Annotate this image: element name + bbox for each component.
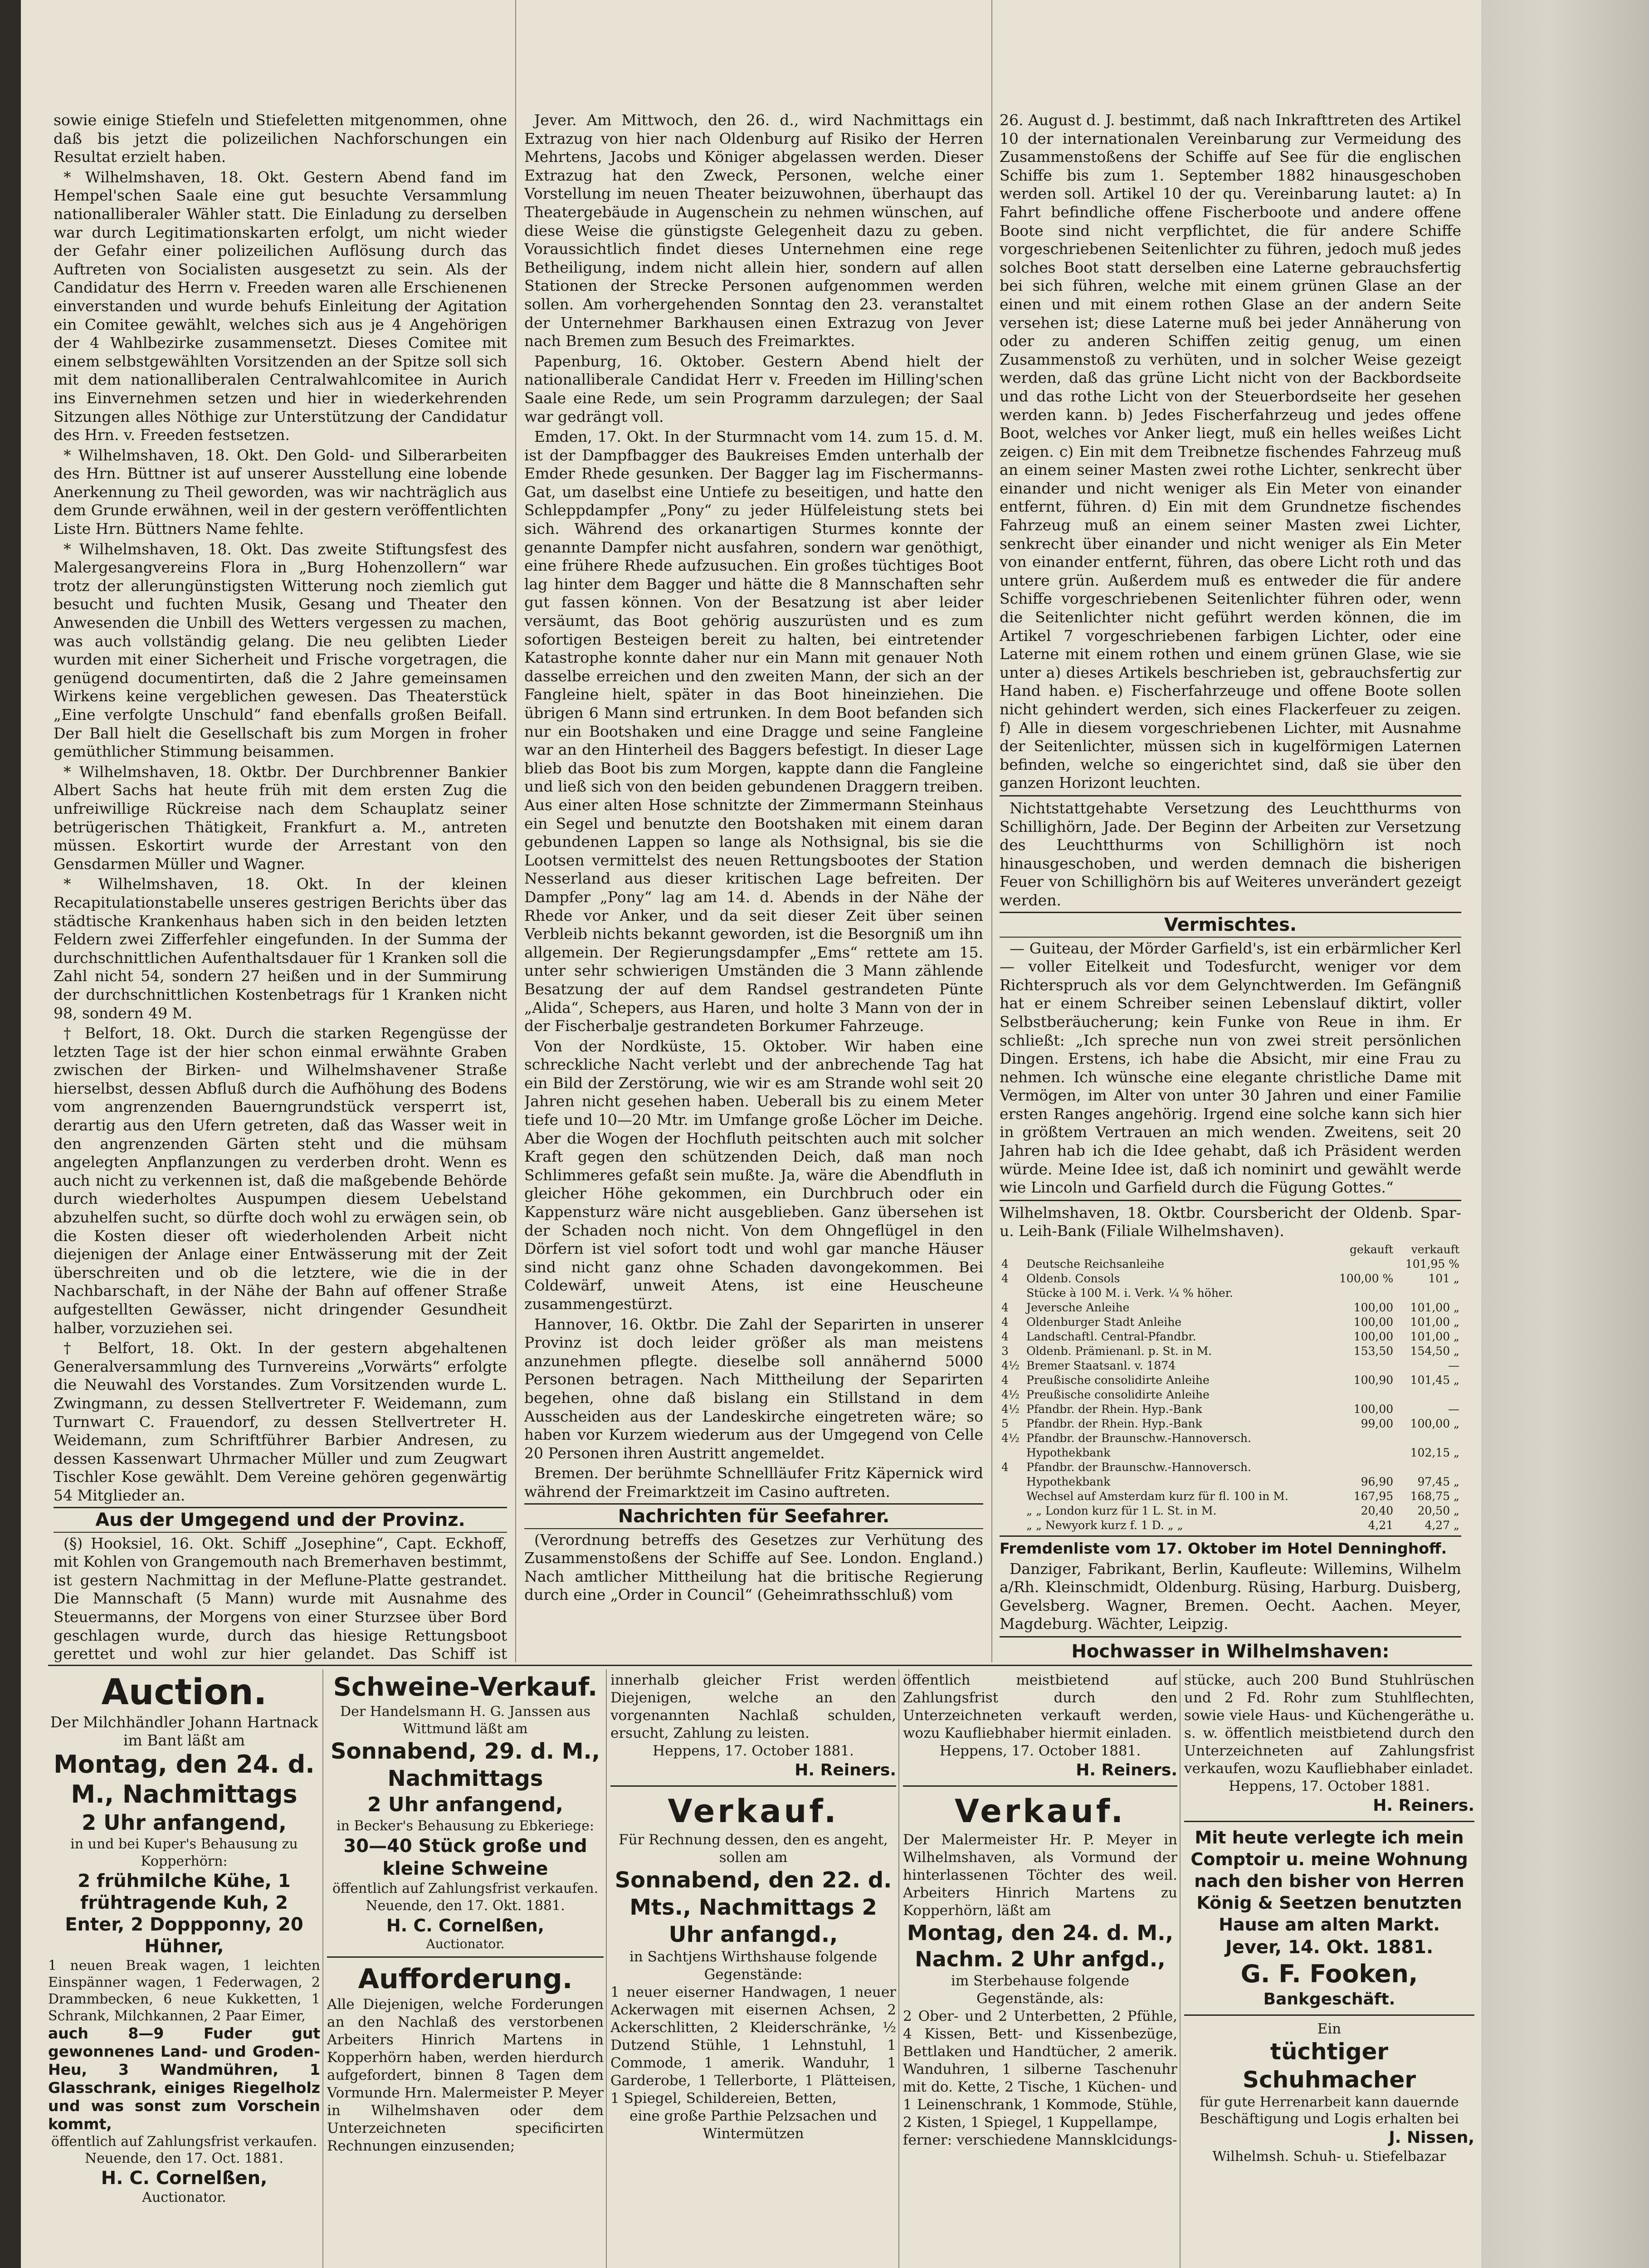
page-stack-edge: [1481, 0, 1649, 2268]
divider: [1000, 1200, 1461, 1201]
stock-rate: [1000, 1489, 1025, 1504]
stock-rate: 4: [1001, 1461, 1009, 1474]
stock-rate: 4½: [1001, 1403, 1020, 1416]
ad-date: Montag, den 24. d. M., Nachmittags: [54, 1750, 315, 1809]
stock-sold: 20,50 „: [1417, 1504, 1459, 1518]
column-1: [54, 111, 507, 1662]
ad-role: Auctionator.: [426, 1936, 505, 1951]
stock-bought: 20,40: [1361, 1504, 1394, 1518]
stock-sold: 101 „: [1428, 1272, 1459, 1286]
stock-rate: 4: [1001, 1330, 1009, 1344]
ad-time: 2 Uhr anfangend,: [367, 1793, 564, 1816]
stock-sold: 100,00 „: [1410, 1417, 1459, 1431]
stock-bought: 153,50: [1353, 1344, 1394, 1358]
ad-text: Ein: [1317, 2021, 1342, 2037]
ad-place-date: Neuende, den 17. Okt. 1881.: [366, 1898, 565, 1914]
ad-title: Verkauf.: [668, 1793, 839, 1830]
ad-date: Sonnabend, 29. d. M., Nachmittags: [331, 1739, 600, 1791]
article-text: * Wilhelmshaven, 18. Okt. Das zweite Stiftungsfest des Malergesangvereins Flora in „Burg Hohenzollern“ war trotz der allerungünstigsten Witterung noch ziemlich gut besucht und fuchten Musik, Gesang und Theater den Anwesenden die Unbill des Wetters vergessen zu machen, was auch vollständig gelang. Die neu gelibten Lieder wurden mit einer Sicherheit und Frische vorgetragen, die genügend documentirten, daß die 2 Jahre gemeinsamen Wirkens keine vergeblichen gewesen. Das Theaterstück „Eine verfolgte Unschuld“ fand ebenfalls großen Beifall. Der Ball hielt die Gesellschaft bis zum Morgen in froher gemüthlicher Stimmung beisammen.: [54, 540, 507, 761]
ad-text: öffentlich auf Zahlungsfrist verkaufen.: [332, 1881, 599, 1897]
stock-table: [1000, 1242, 1461, 1533]
stock-name: Pfandbr. der Braunschw.-Hannoversch.: [1026, 1461, 1251, 1474]
ad-text: Der Handelsmann H. G. Janssen aus Wittmund läßt am: [340, 1704, 590, 1737]
column-header: gekauft: [1349, 1243, 1394, 1256]
ad-text: innerhalb gleicher Frist werden Diejenigen, welche an den vorgenannten Nachlaß schulden, ersucht, Zahlung zu leisten.: [610, 1672, 896, 1741]
bank-report-heading: Wilhelmshaven, 18. Oktbr. Coursbericht der Oldenb. Spar- u. Leih-Bank (Filiale Wilhelmshaven).: [1000, 1203, 1461, 1240]
stock-rate: 4: [1001, 1301, 1009, 1315]
stock-sold: [1395, 1286, 1461, 1300]
stock-rate: 4: [1001, 1272, 1009, 1286]
binding-edge: [0, 0, 21, 2268]
stock-rate: [1000, 1518, 1025, 1533]
stock-name: Bremer Staatsanl. v. 1874: [1026, 1359, 1176, 1373]
stock-row: [1000, 1344, 1461, 1359]
stock-row: [1000, 1489, 1461, 1504]
stock-name: Pfandbr. der Braunschw.-Hannoversch.: [1026, 1432, 1251, 1445]
stock-sold: 102,15 „: [1410, 1446, 1459, 1460]
notice-text: Nichtstattgehabte Versetzung des Leuchtthurms von Schillighörn, Jade. Der Beginn der Arbeiten zur Versetzung des Leuchtthurms von Schillighörn ist noch hinausgeschoben, und werden demnach die bisherigen Feuer von Schillighörn bis auf Weiteres unverändert gezeigt werden.: [1000, 799, 1461, 909]
ad-title: Verkauf.: [954, 1793, 1126, 1830]
ad-auction: [48, 1672, 320, 2268]
ad-text: Wilhelmsh. Schuh- u. Stiefelbazar: [1212, 2149, 1446, 2165]
stock-name: Oldenb. Prämienanl. p. St. in M.: [1026, 1344, 1212, 1358]
stock-rate: 4: [1001, 1315, 1009, 1329]
stock-row: [1000, 1373, 1461, 1388]
stock-row: [1000, 1359, 1461, 1373]
stock-sold: 168,75 „: [1410, 1490, 1459, 1503]
ad-text: Mit heute verlegte ich mein Comptoir u. meine Wohnung nach den bisher von Herren König & Seetzen benutzten Hause am alten Markt.: [1190, 1828, 1468, 1935]
stock-bought: 100,00: [1353, 1315, 1394, 1329]
stock-row: [1000, 1388, 1461, 1402]
ad-signature: H. C. Cornelßen,: [101, 2168, 268, 2189]
stock-bought: [1329, 1359, 1395, 1373]
stock-sold: 101,95 %: [1405, 1257, 1459, 1271]
stock-row: [1000, 1431, 1461, 1446]
ad-text: in Sachtjens Wirthshause folgende Gegenstände:: [629, 1949, 878, 1983]
stock-sold: [1395, 1460, 1461, 1475]
ad-headline: tüchtiger Schuhmacher: [1242, 2038, 1416, 2093]
article-text: * Wilhelmshaven, 18. Okt. In der kleinen Recapitulationstabelle unseres gestrigen Berichts über das städtische Krankenhaus haben sich in den beiden letzten Feldern zwei Zifferfehler eingefunden. In der Summa der durchschnittlichen Aufenthaltsdauer für 1 Kranken soll die Zahl nicht 54, sondern 27 heißen und in der Summirung der durchschnittlichen Kostenbetrags für 1 Kranken nicht 98, sondern 49 M.: [54, 875, 507, 1022]
article-text: Hannover, 16. Oktbr. Die Zahl der Separirten in unserer Provinz ist doch leider größer als man meistens anzunehmen pflegte. dieselbe soll annähernd 5000 Personen betragen. Nach Mittheilung der Separirten begehen, ohne daß bislang ein Stillstand in dem Ausscheiden aus der Landeskirche eingetreten wäre; so haben vor Kurzem wiederum aus der Umgegend von Celle 20 Personen ihren Austritt angemeldet.: [524, 1315, 983, 1462]
stock-sold: 4,27 „: [1425, 1519, 1459, 1532]
ad-role: Auctionator.: [142, 2190, 226, 2205]
ad-rule: [322, 1669, 323, 2268]
article-text: * Wilhelmshaven, 18. Okt. Gestern Abend fand im Hempel'schen Saale eine gut besuchte Versammlung nationalliberaler Wähler statt. Die Einladung zu derselben war durch Legitimationskarten erfolgt, um nicht wieder der Gefahr einer polizeilichen Auflösung durch das Auftreten von Socialisten ausgesetzt zu sein. Als der Candidatur des Herrn v. Freeden waren alle Erschienenen einverstanden und wurde behufs Einleitung der Agitation ein Comitee gewählt, welches sich aus je 4 Angehörigen der 4 Wahlbezirke zusammensetzt. Dieses Comitee mit einem selbstgewählten Vorsitzenden an der Spitze soll sich mit dem nationalliberalen Centralwahlcomitee in Aurich ins Einvernehmen setzen und hier in wiederkehrenden Sitzungen alles Nöthige zur Unterstützung der Candidatur des Hrn. v. Freeden festsetzen.: [54, 168, 507, 444]
ad-text: Für Rechnung dessen, den es angeht, sollen am: [619, 1832, 888, 1866]
stock-sold: 101,00 „: [1410, 1315, 1459, 1329]
article-text: † Belfort, 18. Okt. In der gestern abgehaltenen Generalversammlung des Turnvereins „Vorwärts“ erfolgte die Neuwahl des Vorstandes. Zum Vorsitzenden wurde L. Zwingmann, zu dessen Stellvertreter F. Weidemann, zum Turnwart C. Frauendorf, zu dessen Stellvertreter H. Weidemann, zum Schriftführer Barbier Andresen, zu dessen Kassenwart Uhrmacher Müller und zum Zeugwart Tischler Kose gewählt. Dem Vereine gehören gegenwärtig 54 Mitglieder an.: [54, 1339, 507, 1504]
stock-row: [1000, 1330, 1461, 1344]
stock-name: Preußische consolidirte Anleihe: [1026, 1388, 1210, 1402]
stock-row: [1000, 1417, 1461, 1431]
divider: [610, 1785, 896, 1787]
section-heading: Nachrichten für Seefahrer.: [524, 1503, 983, 1529]
divider: [1000, 1535, 1461, 1537]
stock-rate: [1000, 1286, 1025, 1300]
article-text: 26. August d. J. bestimmt, daß nach Inkrafttreten des Artikel 10 der internationalen Vereinbarung zur Vermeidung des Zusammenstoßens der Schiffe auf See für die englischen Schiffe bis zum 1. September 1882 hinausgeschoben werden soll. Artikel 10 der qu. Vereinbarung lautet: a) In Fahrt befindliche offene Fischerboote und andere offene Boote sind nicht verpflichtet, die für andere Schiffe vorgeschriebenen Seitenlichter zu führen, jedoch muß jedes solches Boot statt derselben eine Laterne gebrauchsfertig bei sich führen, welche mit einem grünen Glase an der einen und mit einem rothen Glase an der andern Seite versehen ist; diese Laterne muß bei jeder Annäherung von oder zu anderen Schiffen zeitig genug, um einen Zusammenstoß zu verhüten, und in solcher Weise gezeigt werden, daß das grüne Licht nicht von der Backbordseite und das rothe Licht von der Steuerbordseite her gesehen werden kann. b) Jedes Fischerfahrzeug und jedes offene Boot, welches vor Anker liegt, muß ein helles weißes Licht zeigen. c) Ein mit dem Treibnetze fischendes Fahrzeug muß an einem seiner Masten zwei rothe Lichter, senkrecht über einander und nicht weniger als Ein Meter von einander entfernt, führen. d) Ein mit dem Grundnetze fischendes Fahrzeug muß an einem seiner Masten zwei Lichter, senkrecht über einander und nicht weniger als Ein Meter von einander entfernt, führen, das obere Licht roth und das untere grün. Außerdem muß es entweder die für andere Schiffe vorgeschriebenen Seitenlichter führen oder, wenn die Seitenlichter nicht geführt werden können, die im Artikel 7 vorgeschriebenen farbigen Lichter, oder eine Laterne mit einem rothen und einem grünen Glase, wie sie unter a) dieses Artikels beschrieben ist, gebrauchsfertig zur Hand haben. e) Fischerfahrzeuge und offene Boote sollen nicht gehindert werden, sich eines Flackerfeuer zu zeigen. f) Alle in diesem vorgeschriebenen Lichter, mit Ausnahme der Seitenlichter, müssen sich in kugelförmigen Laternen befinden, welche so eingerichtet sind, daß sie über den ganzen Horizont leuchten.: [1000, 111, 1461, 792]
stock-bought: 96,90: [1361, 1475, 1394, 1489]
stock-row: [1000, 1504, 1461, 1518]
stock-name: Oldenburger Stadt Anleihe: [1026, 1315, 1182, 1329]
article-text: (§) Hooksiel, 16. Okt. Schiff „Josephine“, Capt. Eckhoff, mit Kohlen von Grangemouth nach Bremerhaven bestimmt, ist gestern Nachmittag in der Meflune-Platte gestrandet. Die Mannschaft (5 Mann) wurde mit Ausnahme des Steuermanns, der Morgens von einer Sturzsee über Bord geschlagen wurde, durch das hiesige Rettungsboot gerettet und wohl zur hier gelandet. Das Schiff ist: [54, 1534, 507, 1662]
ad-text: ferner: verschiedene Mannsklcidungs-: [903, 2132, 1177, 2148]
stock-row: [1000, 1300, 1461, 1315]
divider: [1000, 1636, 1461, 1637]
ad-title: Schweine-Verkauf.: [333, 1672, 598, 1702]
stock-name: Pfandbr. der Rhein. Hyp.-Bank: [1026, 1403, 1202, 1416]
ad-text: Der Malermeister Hr. P. Meyer in Wilhelmshaven, als Vormund der hinterlassenen Töchter des weil. Arbeiters Hinrich Martens zu Kopperhörn, läßt am: [903, 1832, 1177, 1919]
stock-sold: 154,50 „: [1410, 1344, 1459, 1358]
ad-text: 1 neuer eiserner Handwagen, 1 neuer Ackerwagen mit eisernen Achsen, 2 Ackerschlitten, 2 Kleiderschränke, ½ Dutzend Stühle, 1 Lehnstuhl, 1 Commode, 1 amerik. Wanduhr, 1 Garderobe, 1 Tellerborte, 1 Plätteisen, 1 Spiegel, Schildereien, Betten,: [610, 1984, 896, 2107]
guest-list: Danziger, Fabrikant, Berlin, Kaufleute: Willemins, Wilhelm a/Rh. Kleinschmidt, Oldenburg. Rüsing, Harburg. Duisberg, Gevelsberg. Wagner, Bremen. Oecht. Aachen. Meyer, Magdeburg. Wächter, Leipzig.: [1000, 1559, 1461, 1633]
ad-sale-saturday: [610, 1672, 896, 2268]
ad-time: 2 Uhr anfangend,: [82, 1810, 287, 1835]
guest-list-heading: Fremdenliste vom 17. Oktober im Hotel Denninghoff.: [1000, 1540, 1447, 1558]
section-heading: Vermischtes.: [1000, 912, 1461, 938]
stock-row: [1000, 1257, 1461, 1271]
stock-rate: 4: [1001, 1257, 1009, 1271]
ad-place-date: Jever, 14. Okt. 1881.: [1225, 1937, 1434, 1958]
ad-date: Montag, den 24. d. M., Nachm. 2 Uhr anfgd.,: [907, 1921, 1174, 1971]
stock-rate: 4½: [1001, 1432, 1020, 1445]
ad-rule: [1180, 1669, 1181, 2268]
column-header: verkauft: [1411, 1243, 1459, 1256]
stock-rate: 4½: [1001, 1359, 1020, 1373]
divider: [327, 1956, 604, 1958]
stock-bought: [1329, 1460, 1395, 1475]
ad-text: eine große Parthie Pelzsachen und Wintermützen: [629, 2108, 877, 2142]
ad-text: öffentlich meistbietend auf Zahlungsfrist durch den Unterzeichneten verkauft werden, wozu Kaufliebhaber hiermit einladen.: [903, 1672, 1177, 1741]
ad-signature: G. F. Fooken,: [1240, 1960, 1418, 1988]
ad-title: Auction.: [101, 1672, 267, 1713]
ad-text: öffentlich auf Zahlungsfrist verkaufen.: [51, 2134, 317, 2150]
stock-bought: [1329, 1388, 1395, 1402]
ad-signature: J. Nissen,: [1389, 2128, 1474, 2147]
stock-sold: 101,00 „: [1410, 1301, 1459, 1315]
stock-name: „ „ Newyork kurz f. 1 D. „ „: [1026, 1519, 1183, 1532]
ad-text: stücke, auch 200 Bund Stuhlrüschen und 2 Fd. Rohr zum Stuhlflechten, sowie viele Haus- und Küchengeräthe u. s. w. öffentlich meistbietend durch den Unterzeichneten auf Zahlungsfrist verkaufen, wozu Kaufliebhaber einladet.: [1184, 1672, 1474, 1777]
stock-rate: 4: [1001, 1374, 1009, 1387]
article-text: Jever. Am Mittwoch, den 26. d., wird Nachmittags ein Extrazug von hier nach Oldenburg auf Risiko der Herren Mehrtens, Jacobs und Königer abgelassen werden. Dieser Extrazug hat den Zweck, Personen, welche einer Vorstellung im neuen Theater beizuwohnen, überhaupt das Theatergebäude in Augenschein zu nehmen wünschen, auf diese Weise die günstigste Gelegenheit dazu zu geben. Voraussichtlich findet dieses Unternehmen eine rege Betheiligung, indem nicht allein hier, sondern auf allen Stationen der Strecke Personen aufgenommen werden sollen. Am vorhergehenden Sonntag den 23. veranstaltet der Unternehmer Barkhausen einen Extrazug von Jever nach Bremen zum Besuch des Freimarktes.: [524, 111, 983, 350]
stock-bought: [1329, 1286, 1395, 1300]
stock-rate: 5: [1001, 1417, 1009, 1431]
ad-text: 1 neuen Break wagen, 1 leichten Einspänner wagen, 1 Federwagen, 2 Drammbecken, 6 neue Kukketten, 1 Schrank, Milchkannen, 2 Paar Eimer,: [48, 1958, 320, 2024]
stock-name: Pfandbr. der Rhein. Hyp.-Bank: [1026, 1417, 1202, 1431]
stock-row: [1000, 1475, 1461, 1489]
stock-name: Oldenb. Consols: [1026, 1272, 1120, 1286]
stock-sold: [1395, 1388, 1461, 1402]
stock-bought: 100,00: [1353, 1301, 1394, 1315]
stock-sold: —: [1448, 1403, 1459, 1416]
ad-signature: H. Reiners.: [1373, 1796, 1474, 1815]
stock-bought: 100,00: [1353, 1403, 1394, 1416]
stock-row: [1000, 1402, 1461, 1417]
ad-text: Der Milchhändler Johann Hartnack im Bant läßt am: [50, 1713, 318, 1749]
stock-bought: 99,00: [1361, 1417, 1394, 1431]
article-text: Papenburg, 16. Oktober. Gestern Abend hielt der nationalliberale Candidat Herr v. Freeden im Hilling'schen Saale eine Rede, um sein Programm darzulegen; der Saal war gedrängt voll.: [524, 352, 983, 425]
divider: [1000, 795, 1461, 797]
stock-name: Hypothekbank: [1026, 1446, 1111, 1460]
ad-role: Bankgeschäft.: [1263, 1990, 1395, 2009]
ad-various: [1184, 1672, 1474, 2268]
ad-text: 2 Ober- und 2 Unterbetten, 2 Pfühle, 4 Kissen, Bett- und Kissenbezüge, Bettlaken und Handtücher, 2 amerik. Wanduhren, 1 silberne Taschenuhr mit do. Kette, 2 Tische, 1 Küchen- und 1 Leinenschrank, 1 Kommode, Stühle, 2 Kisten, 1 Spiegel, 1 Kuppellampe,: [903, 2008, 1177, 2131]
ad-place-date: Heppens, 17. October 1881.: [653, 1743, 854, 1759]
stock-sold: [1395, 1431, 1461, 1446]
article-text: * Wilhelmshaven, 18. Okt. Den Gold- und Silberarbeiten des Hrn. Büttner ist auf unserer Ausstellung eine lobende Anerkennung zu Theil geworden, was wir nachträglich aus dem Grunde erwähnen, weil in der gestern veröffentlichten Liste Hrn. Büttners Name fehlte.: [54, 446, 507, 538]
column-3: [1000, 111, 1461, 1662]
stock-bought: [1329, 1446, 1395, 1460]
stock-row: [1000, 1315, 1461, 1330]
stock-rate: [1000, 1446, 1025, 1460]
ad-place-date: Heppens, 17. October 1881.: [1229, 1778, 1430, 1794]
article-text: Bremen. Der berühmte Schnellläufer Fritz Käpernick wird während der Freimarktzeit im Casino auftreten.: [524, 1464, 983, 1501]
ad-signature: H. Reiners.: [1076, 1761, 1177, 1779]
stock-sold: 101,00 „: [1410, 1330, 1459, 1344]
newspaper-page: [21, 0, 1481, 2268]
stock-name: „ „ London kurz für 1 L. St. in M.: [1026, 1504, 1217, 1518]
stock-name: Landschaftl. Central-Pfandbr.: [1026, 1330, 1196, 1344]
column-rule: [991, 0, 992, 1662]
stock-sold: —: [1448, 1359, 1459, 1373]
article-text: sowie einige Stiefeln und Stiefeletten mitgenommen, ohne daß bis jetzt die polizeilichen Nachforschungen ein Resultat erzielt haben.: [54, 111, 507, 166]
ad-text: auch 8—9 Fuder gut gewonnenes Land- und Groden-Heu, 3 Wandmühren, 1 Glasschrank, einiges Riegelholz und was sonst zum Vorschein kommt,: [48, 2024, 320, 2133]
stock-name: Stücke à 100 M. i. Verk. ¼ % höher.: [1026, 1286, 1233, 1300]
article-text: * Wilhelmshaven, 18. Oktbr. Der Durchbrenner Bankier Albert Sachs hat heute früh mit dem ersten Zug die unfreiwillige Rückreise nach dem Schauplatz seiner betrügerischen Thätigkeit, Frankfurt a. M., antreten müssen. Eskortirt wurde der Arrestant von den Gensdarmen Müller und Wagner.: [54, 763, 507, 873]
column-rule: [515, 0, 516, 1662]
article-text: — Guiteau, der Mörder Garfield's, ist ein erbärmlicher Kerl — voller Eitelkeit und Todesfurcht, weniger vor dem Richterspruch als vor dem Gelynchtwerden. Im Gefängniß hat er einem Schreiber seinen Lebenslauf diktirt, voller Selbstberäucherung; kein Funke von Reue in ihm. Er schließt: „Ich spreche nun von zwei streit persönlichen Dingen. Erstens, ich habe die Absicht, mir eine Frau zu nehmen. Ich wünsche eine elegante christliche Dame mit Vermögen, im Alter von unter 30 Jahren und einer Familie ersten Ranges angehörig. Irgend eine solche kann sich hier in größtem Vertrauen an mich wenden. Zweitens, seit 20 Jahren hab ich die Idee gehabt, daß ich Präsident werden würde. Meine Idee ist, daß ich nominirt und gewählt werde wie Lincoln und Garfield durch die Fügung Gottes.“: [1000, 939, 1461, 1197]
ads-top-rule: [48, 1665, 1472, 1666]
stock-name: Deutsche Reichsanleihe: [1026, 1257, 1165, 1271]
stock-bought: 4,21: [1368, 1519, 1394, 1532]
stock-bought: [1329, 1257, 1395, 1271]
section-heading: Aus der Umgegend und der Provinz.: [54, 1507, 507, 1533]
stock-bought: 100,90: [1353, 1374, 1394, 1387]
stock-rate: [1000, 1475, 1025, 1489]
stock-name: Jeversche Anleihe: [1026, 1301, 1130, 1315]
stock-rate: [1000, 1504, 1025, 1518]
stock-bought: 100,00 %: [1339, 1272, 1394, 1286]
stock-name: Wechsel auf Amsterdam kurz für fl. 100 in M.: [1026, 1490, 1288, 1503]
ad-pig-sale: [327, 1672, 604, 2268]
stock-sold: 101,45 „: [1410, 1374, 1459, 1387]
high-water-heading: Hochwasser in Wilhelmshaven:: [1071, 1641, 1390, 1662]
stock-rate: 3: [1001, 1344, 1009, 1358]
article-text: (Verordnung betreffs des Gesetzes zur Verhütung des Zusammenstoßens der Schiffe auf See. London. England.) Nach amtlicher Mittheilung hat die britische Regierung durch eine „Order in Council“ (Geheimrathsschluß) vom: [524, 1530, 983, 1604]
divider: [1184, 2014, 1474, 2016]
stock-row: [1000, 1271, 1461, 1286]
stock-bought: [1329, 1431, 1395, 1446]
stock-rate: 4½: [1001, 1388, 1020, 1402]
column-2: [524, 111, 983, 1662]
ad-date: Sonnabend, den 22. d. Mts., Nachmittags 2 Uhr anfangd.,: [615, 1867, 892, 1947]
ad-rule: [898, 1669, 899, 2268]
ad-place-date: Neuende, den 17. Oct. 1881.: [85, 2151, 283, 2166]
stock-row: [1000, 1518, 1461, 1533]
divider: [1184, 1821, 1474, 1822]
ad-sale-monday: [903, 1672, 1177, 2268]
stock-row: [1000, 1460, 1461, 1475]
ad-signature: H. Reiners.: [795, 1761, 896, 1779]
stock-sold: 97,45 „: [1417, 1475, 1459, 1489]
ad-items: 2 frühmilche Kühe, 1 frühtragende Kuh, 2 Enter, 2 Doppponny, 20 Hühner,: [65, 1871, 303, 1957]
ad-signature: H. C. Cornelßen,: [386, 1916, 545, 1936]
stock-name: Preußische consolidirte Anleihe: [1026, 1374, 1210, 1387]
ad-text: in Becker's Behausung zu Ebkeriege:: [336, 1818, 595, 1834]
ad-place-date: Heppens, 17. October 1881.: [939, 1743, 1141, 1759]
ad-items: 30—40 Stück große und kleine Schweine: [343, 1836, 587, 1879]
ad-text: im Sterbehause folgende Gegenstände, als:: [951, 1973, 1130, 2007]
article-text: Emden, 17. Okt. In der Sturmnacht vom 14. zum 15. d. M. ist der Dampfbagger des Baukreises Emden unterhalb der Emder Rhede gesunken. Der Bagger lag im Fischermanns-Gat, um daselbst eine Untiefe zu beseitigen, und hatte den Schleppdampfer „Pony“ zu jeder Hülfeleistung stets bei sich. Während des orkanartigen Sturmes konnte der genannte Dampfer nicht ausfahren, sondern war genöthigt, eine frühere Rhede aufzusuchen. Ein großes tüchtiges Boot lag hinter dem Bagger und hätte die 8 Mannschaften sehr gut fassen können. Von der Besatzung ist aber leider versäumt, das Boot gehörig auszurüsten und es zum sofortigen Besteigen bereit zu halten, bei eintretender Katastrophe konnte daher nur ein Mann mit genauer Noth dasselbe erreichen und den zweiten Mann, der sich an der Fangleine hielt, später in das Boot hineinziehen. Die übrigen 6 Mann sind ertrunken. In dem Boot befanden sich nur ein Bootshaken und eine Dragge und seine Fangleine war an den Hinterheil des Baggers befestigt. In dieser Lage blieb das Boot bis zum Morgen, kappte dann die Fangleine und ließ sich von den beiden gebundenen Draggern treiben. Aus einer alten Hose schnitzte der Zimmermann Steinhaus ein Segel und benutzte den Bootshaken mit einem daran gebundenen Lappen so lange als Nothsignal, bis sie die Lootsen vermittelst des neuen Rettungsbootes der Station Nesserland aus dieser kritischen Lage befreiten. Der Dampfer „Pony“ lag am 14. d. Abends in der Nähe der Rhede vor Anker, und da seit dieser Zeit über seinen Verbleib nichts bekannt geworden, ist die Besorgniß um ihn allgemein. Der Regierungsdampfer „Ems“ rettete am 15. unter sehr schwierigen Umständen die 3 Mann zählende Besatzung der auf dem Randsel gestrandeten Pünte „Alida“, Schepers, aus Haren, und holte 3 Mann von der in der Fischerbalje gestrandeten Borkumer Fahrzeuge.: [524, 428, 983, 1035]
divider: [903, 1785, 1177, 1787]
ad-rule: [606, 1669, 607, 2268]
stock-bought: 100,00: [1353, 1330, 1394, 1344]
ad-title: Aufforderung.: [358, 1963, 573, 1995]
stock-row: [1000, 1446, 1461, 1460]
article-text: Von der Nordküste, 15. Oktober. Wir haben eine schreckliche Nacht verlebt und der anbrechende Tag hat ein Bild der Zerstörung, wie wir es am Strande wohl seit 20 Jahren nicht gesehen haben. Ueberall bis zu einem Meter tiefe und 10—20 Mtr. im Umfange große Löcher im Deiche. Aber die Wogen der Hochfluth peitschten auch mit solcher Kraft gegen den schützenden Deich, daß man noch Schlimmeres gefaßt sein mußte. Ja, wäre die Abendfluth in gleicher Höhe gekommen, ein Durchbruch oder ein Kappensturz wäre nicht ausgeblieben. Ganz übersehen ist der Schaden noch nicht. Von dem Ohngeflügel in den Dörfern ist viel sofort todt und wohl gar manche Häuser sind nicht ganz ohne Schaden davongekommen. Bei Coldewärf, unweit Atens, ist eine Heuscheune zusammengestürzt.: [524, 1037, 983, 1313]
stock-bought: 167,95: [1353, 1490, 1394, 1503]
ad-text: in und bei Kuper's Behausung zu Kopperhörn:: [70, 1836, 298, 1869]
stock-name: Hypothekbank: [1026, 1475, 1111, 1489]
stock-row: [1000, 1286, 1461, 1300]
ad-text: für gute Herrenarbeit kann dauernde Beschäftigung und Logis erhalten bei: [1200, 2094, 1459, 2127]
ad-text: Alle Diejenigen, welche Forderungen an den Nachlaß des verstorbenen Arbeiters Hinrich Martens in Kopperhörn haben, werden hierdurch aufgefordert, binnen 8 Tagen dem Vormunde Hrn. Malermeister P. Meyer in Wilhelmshaven oder dem Unterzeichneten specificirten Rechnungen einzusenden;: [327, 1996, 604, 2154]
article-text: † Belfort, 18. Okt. Durch die starken Regengüsse der letzten Tage ist der hier schon einmal erwähnte Graben zwischen der Birken- und Wilhelmshavener Straße hierselbst, dessen Abfluß durch die Aufhöhung des Bodens vom angrenzenden Bauerngrundstück versperrt ist, derartig aus den Ufern getreten, daß das Wasser weit in den angrenzenden Gärten steht und die mühsam angelegten Anpflanzungen zu verderben droht. Wenn es auch nicht zu verkennen ist, daß die maßgebende Behörde durch wiederholtes Auspumpen diesem Uebelstand abzuhelfen sucht, so dürfte doch wohl zu erwägen sein, ob die Kosten dieser oft wiederholenden Arbeit nicht diejenigen der Anlage einer Entwässerung mit der Zeit überschreiten und ob die letztere, wie die in der Nachbarschaft, in der Nähe der Bahn auf offener Straße aufgestellten Gewässer, nicht dringender Gesundheit halber, vorzuziehen sei.: [54, 1024, 507, 1337]
